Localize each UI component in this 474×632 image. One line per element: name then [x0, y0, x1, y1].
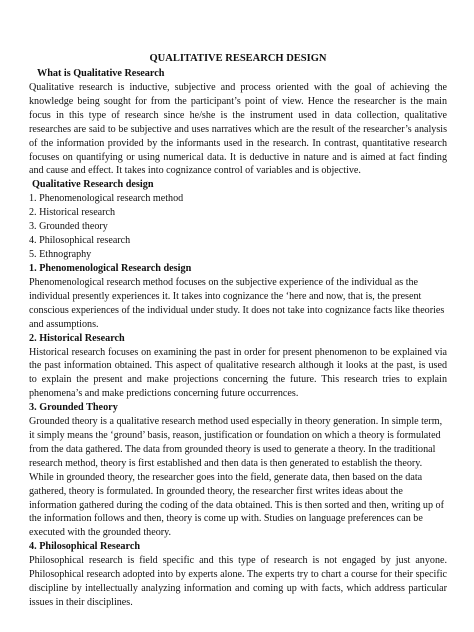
list-item: 3. Grounded theory: [29, 221, 108, 233]
heading-grounded-theory: 3. Grounded Theory: [29, 402, 118, 414]
design-list: [29, 192, 447, 262]
heading-philosophical: 4. Philosophical Research: [29, 541, 141, 553]
list-item: 4. Philosophical research: [29, 235, 131, 247]
paragraph-grounded-theory: Grounded theory is a qualitative research method used especially in theory generation. In simple term, it simply means the ‘ground’ basis, reason, justification or foundation on which a theory is formulated from the data gathered. The data from grounded theory is used to generate a theory. In the traditional research method, theory is first established and then data is then generated to establish the theory. While in grounded theory, the researcher goes into the field, generate data, then based on the data gathered, theory is formulated. In grounded theory, the researcher first writes ideas about the information gathered during the coding of the data obtained. This is then sorted and then, writing up of the information follows and then, theory is come up with. Studies on language preferences can be executed with the grounded theory.: [29, 416, 444, 539]
list-item: 5. Ethnography: [29, 248, 92, 260]
document-title: QUALITATIVE RESEARCH DESIGN: [149, 53, 327, 64]
heading-phenomenological: 1. Phenomenological Research design: [29, 262, 192, 274]
paragraph-phenomenological: Phenomenological research method focuses on the subjective experience of the individual as the individual presently experiences it. It takes into cognizance the ‘here and now, that is, the present conscious experiences of the individual under study. It does not take into cognizance facts like theories and assumptions.: [29, 276, 445, 330]
heading-qualitative-design: Qualitative Research design: [32, 179, 154, 191]
heading-historical: 2. Historical Research: [29, 332, 125, 344]
list-item: 1. Phenomenological research method: [29, 193, 184, 205]
document-page: [29, 42, 447, 610]
heading-what-is-qualitative: What is Qualitative Research: [37, 68, 165, 79]
paragraph-historical: Historical research focuses on examining the past in order for present phenomenon to be explained via the past information obtained. This aspect of qualitative research although it looks at the past, is used to explain the present and make projections concerning the future. This research tries to explain phenomena’s and make predictions concerning future occurrences.: [29, 346, 447, 400]
paragraph-what-is-qualitative: Qualitative research is inductive, subjective and process oriented with the goal of achieving the knowledge being sought for from the participant’s point of view. Hence the researcher is the main focus in this type of research since he/she is the instrument used in data collection, qualitative researches are said to be subjective and uses narratives which are the result of the researcher’s analysis of the information provided by the informants used in the research. In contrast, quantitative research focuses on quantifying or using numerical data. It is deductive in nature and is aimed at fact finding and cause and effect. It takes into cognizance control of variables and is objective.: [29, 82, 447, 177]
list-item: 2. Historical research: [29, 207, 116, 219]
paragraph-philosophical: Philosophical research is field specific and this type of research is not engaged by just anyone. Philosophical research adopted into by experts alone. The experts try to chart a course for their specific discipline by intellectually analyzing information and coming up with facts, which address particular issues in their disciplines.: [29, 555, 447, 608]
